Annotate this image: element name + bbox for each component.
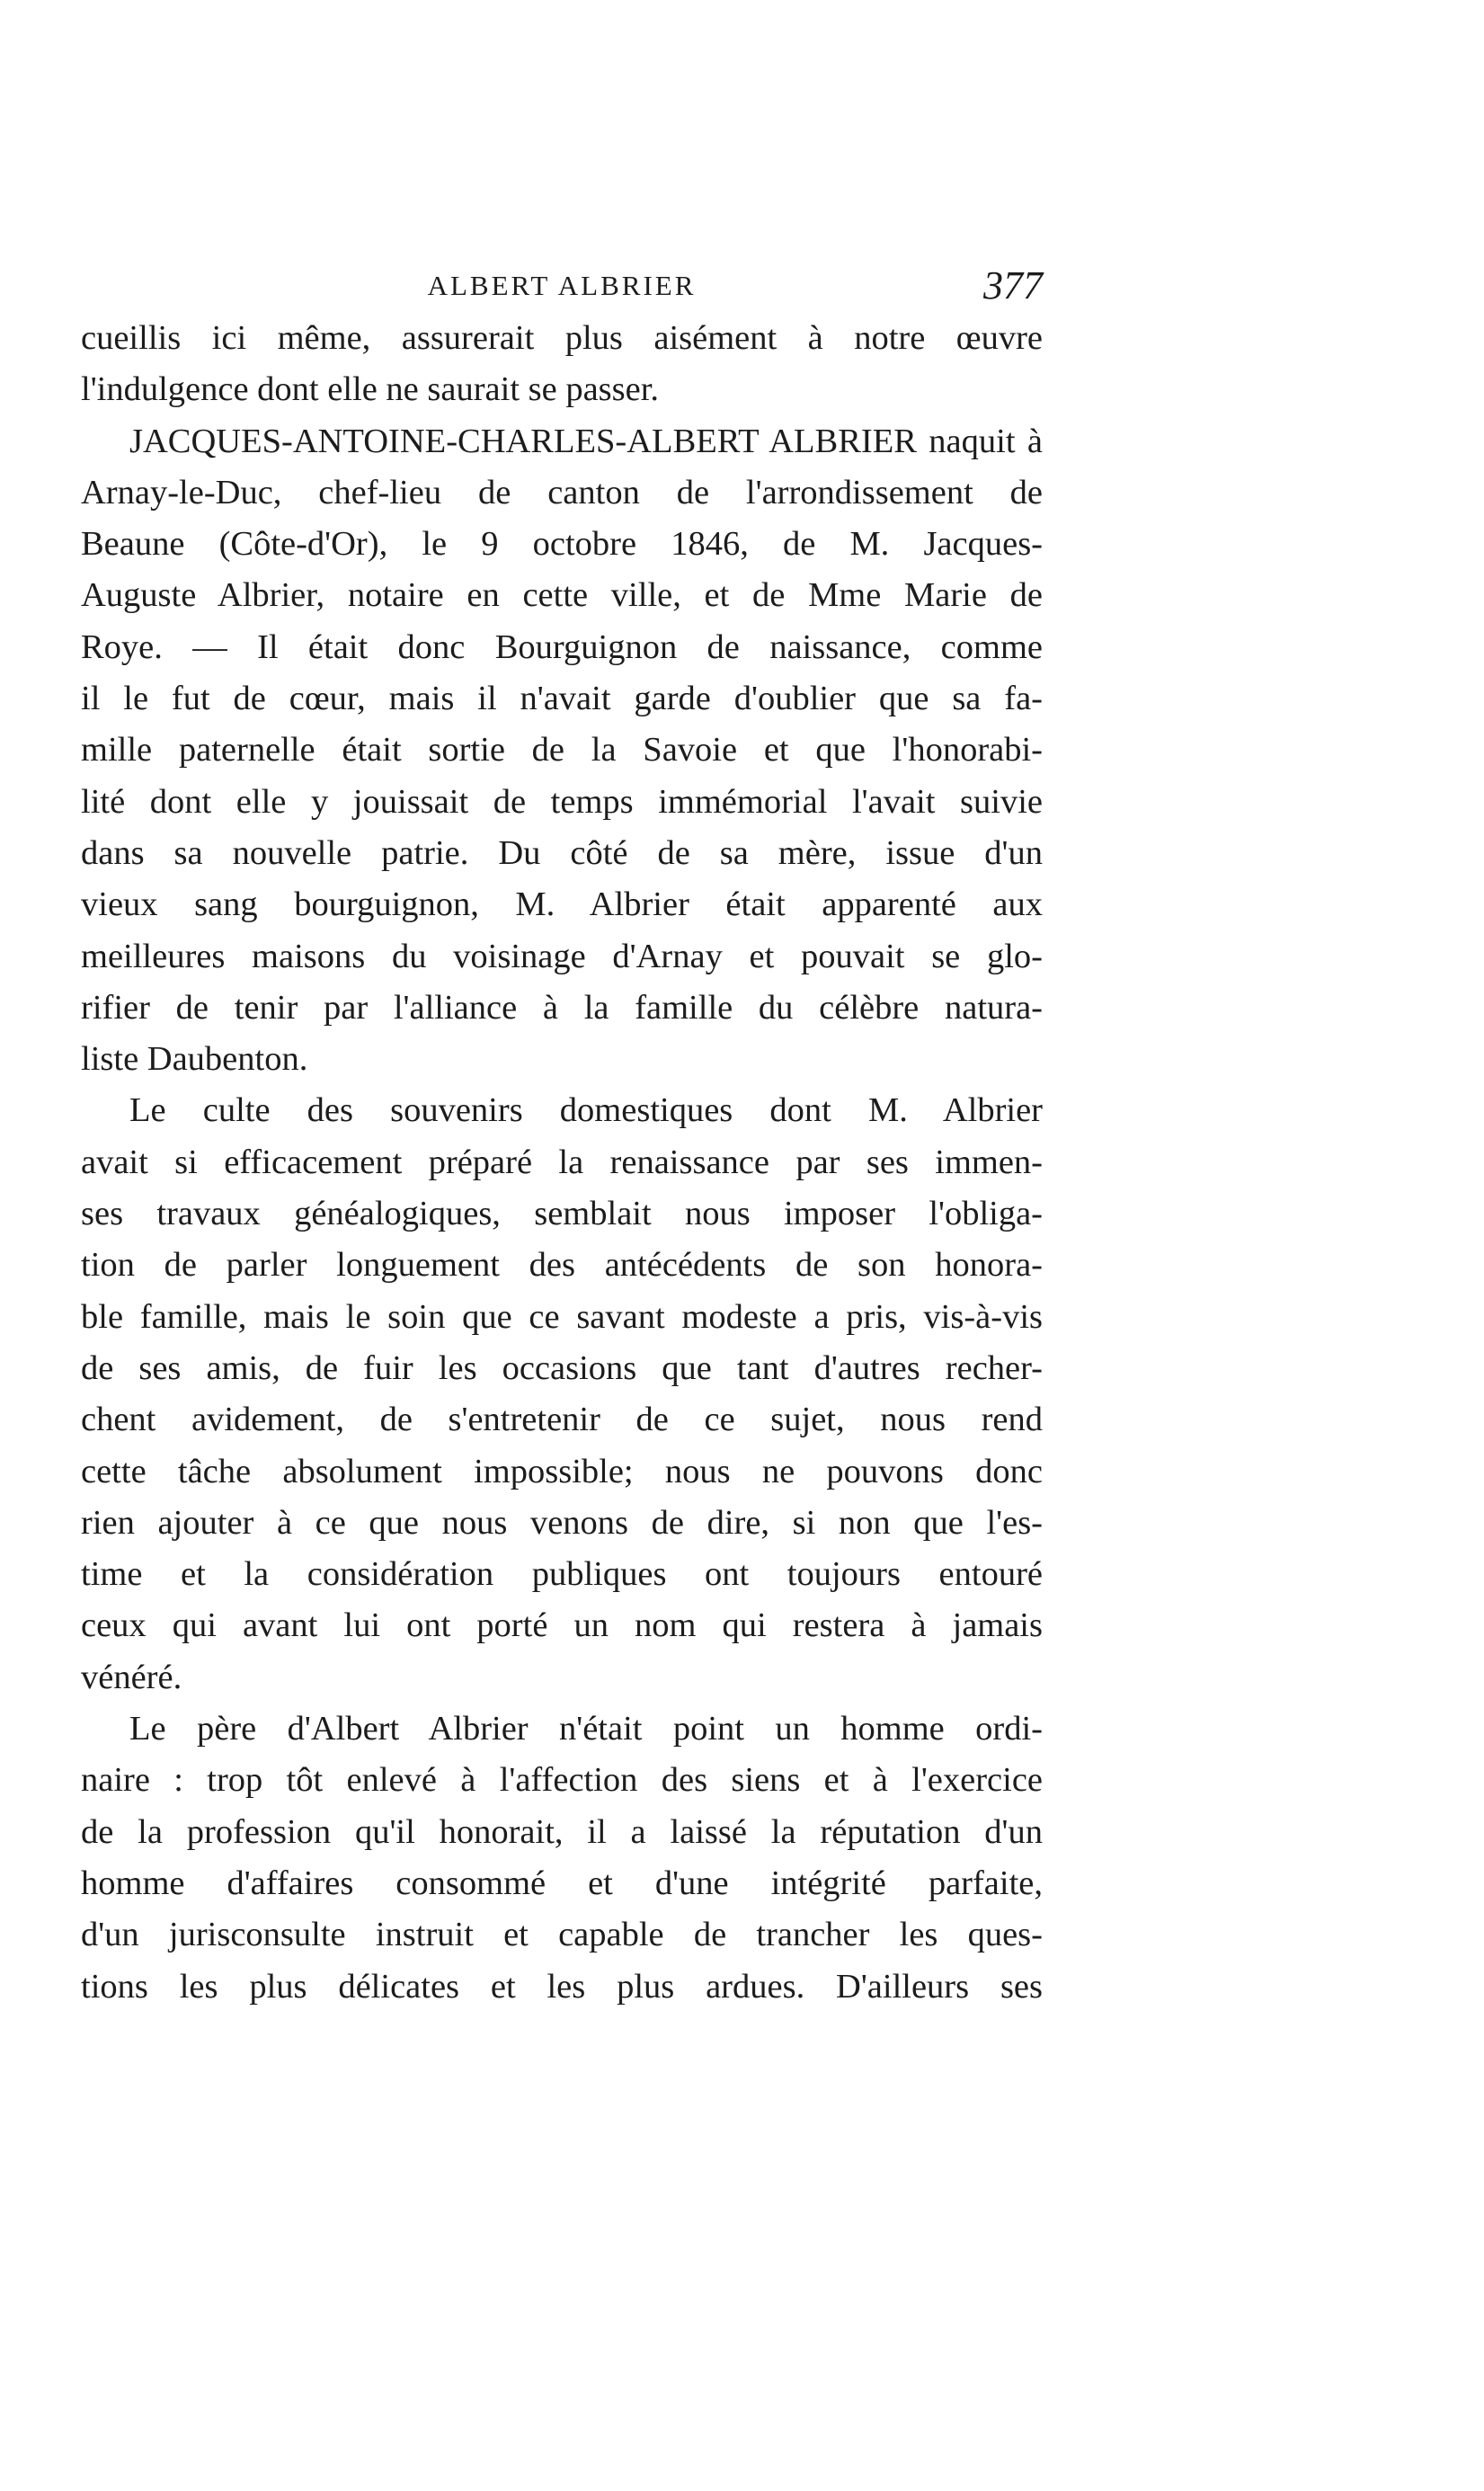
text-line: Le père d'Albert Albrier n'était point un homme ordi-	[129, 1710, 1043, 1748]
text-line: Le culte des souvenirs domestiques dont M. Albrier	[129, 1091, 1043, 1130]
page-number: 377	[983, 263, 1043, 307]
text-line: dans sa nouvelle patrie. Du côté de sa mère, issue d'un	[81, 833, 1043, 872]
body-text	[81, 313, 1043, 2013]
text-line: liste Daubenton.	[81, 1040, 308, 1079]
text-line: cette tâche absolument impossible; nous ne pouvons donc	[81, 1452, 1043, 1490]
running-title: ALBERT ALBRIER	[427, 270, 697, 301]
text-line: tions les plus délicates et les plus ardues. D'ailleurs ses	[81, 1967, 1043, 2006]
text-line: vénéré.	[81, 1658, 182, 1696]
text-line: Beaune (Côte-d'Or), le 9 octobre 1846, de M. Jacques-	[81, 525, 1043, 564]
text-line: time et la considération publiques ont toujours entouré	[81, 1555, 1043, 1594]
text-line: mille paternelle était sortie de la Savoie et que l'honorabi-	[81, 731, 1043, 770]
text-line: ble famille, mais le soin que ce savant modeste a pris, vis-à-vis	[81, 1297, 1043, 1336]
text-line: l'indulgence dont elle ne saurait se passer.	[81, 370, 660, 409]
text-line: tion de parler longuement des antécédents de son honora-	[81, 1246, 1043, 1285]
text-line: ses travaux généalogiques, semblait nous imposer l'obliga-	[81, 1195, 1043, 1233]
text-line: avait si efficacement préparé la renaissance par ses immen-	[81, 1143, 1043, 1181]
text-line: vieux sang bourguignon, M. Albrier était apparenté aux	[81, 885, 1043, 924]
text-line: rien ajouter à ce que nous venons de dire, si non que l'es-	[81, 1503, 1043, 1542]
text-line: ceux qui avant lui ont porté un nom qui restera à jamais	[81, 1606, 1043, 1645]
text-line: JACQUES-ANTOINE-CHARLES-ALBERT ALBRIER naquit à	[129, 422, 1043, 460]
text-line: homme d'affaires consommé et d'une intégrité parfaite,	[81, 1864, 1043, 1902]
text-line: cueillis ici même, assurerait plus aisément à notre œuvre	[81, 319, 1043, 357]
text-line: rifier de tenir par l'alliance à la famille du célèbre natura-	[81, 988, 1043, 1027]
text-line: Roye. — Il était donc Bourguignon de naissance, comme	[81, 627, 1043, 666]
text-line: Auguste Albrier, notaire en cette ville, et de Mme Marie de	[81, 576, 1043, 615]
text-line: Arnay-le-Duc, chef-lieu de canton de l'arrondissement de	[81, 473, 1043, 512]
text-line: chent avidement, de s'entretenir de ce sujet, nous rend	[81, 1401, 1043, 1439]
text-line: de la profession qu'il honorait, il a laissé la réputation d'un	[81, 1812, 1043, 1851]
running-head	[81, 259, 1043, 313]
text-line: d'un jurisconsulte instruit et capable de trancher les ques-	[81, 1916, 1043, 1954]
text-line: de ses amis, de fuir les occasions que tant d'autres recher-	[81, 1348, 1043, 1387]
text-line: meilleures maisons du voisinage d'Arnay et pouvait se glo-	[81, 937, 1043, 975]
text-line: lité dont elle y jouissait de temps immémorial l'avait suivie	[81, 782, 1043, 821]
text-line: il le fut de cœur, mais il n'avait garde d'oublier que sa fa-	[81, 680, 1043, 718]
text-line: naire : trop tôt enlevé à l'affection des siens et à l'exercice	[81, 1761, 1043, 1800]
